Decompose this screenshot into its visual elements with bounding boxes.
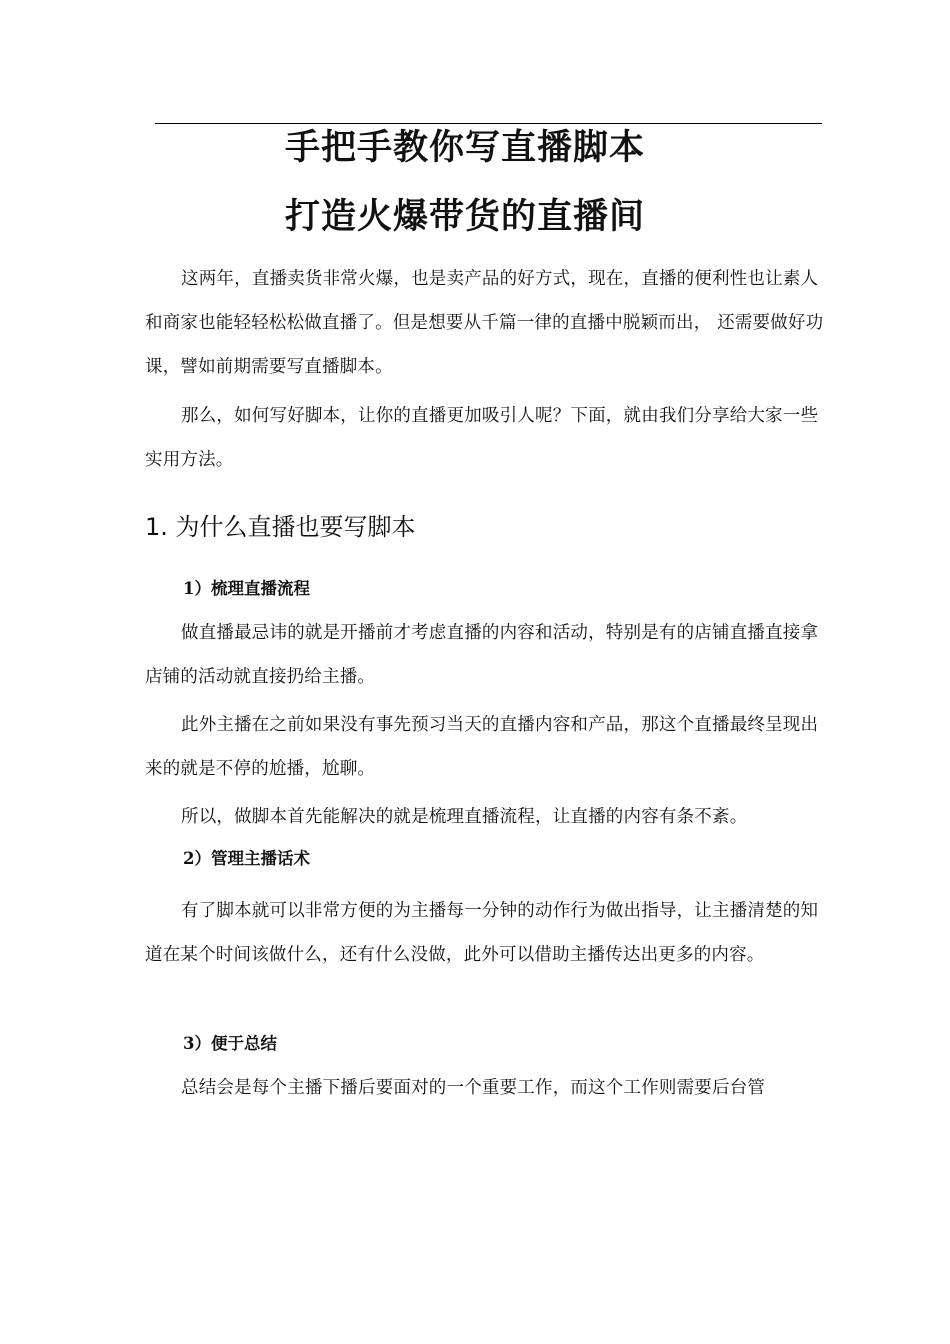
sub1-paragraph-1: 做直播最忌讳的就是开播前才考虑直播的内容和活动，特别是有的店铺直播直接拿店铺的活动就直接扔给主播。	[145, 623, 819, 687]
intro-paragraph-1: 这两年，直播卖货非常火爆，也是卖产品的好方式，现在，直播的便利性也让素人和商家也能轻轻松松做直播了。但是想要从千篇一律的直播中脱颖而出， 还需要做好功课，譬如前期需要写直播脚本。	[145, 269, 824, 377]
sub1-paragraph-3: 所以，做脚本首先能解决的就是梳理直播流程，让直播的内容有条不紊。	[181, 807, 748, 827]
header-rule	[155, 123, 822, 124]
title-line-2: 打造火爆带货的直播间	[284, 197, 645, 237]
subheading-2: 2）管理主播话术	[183, 849, 310, 868]
section-heading-1: 1. 为什么直播也要写脚本	[145, 513, 416, 541]
subheading-3: 3）便于总结	[183, 1034, 277, 1053]
sub3-paragraph-1: 总结会是每个主播下播后要面对的一个重要工作，而这个工作则需要后台管	[181, 1078, 766, 1098]
sub1-paragraph-2: 此外主播在之前如果没有事先预习当天的直播内容和产品，那这个直播最终呈现出来的就是不停的尬播，尬聊。	[145, 715, 819, 779]
sub2-paragraph-1: 有了脚本就可以非常方便的为主播每一分钟的动作行为做出指导，让主播清楚的知道在某个时间该做什么，还有什么没做，此外可以借助主播传达出更多的内容。	[145, 901, 819, 965]
intro-paragraph-2: 那么，如何写好脚本，让你的直播更加吸引人呢？下面，就由我们分享给大家一些实用方法。	[145, 406, 819, 470]
subheading-1: 1）梳理直播流程	[183, 579, 310, 598]
title-line-1: 手把手教你写直播脚本	[284, 128, 645, 168]
